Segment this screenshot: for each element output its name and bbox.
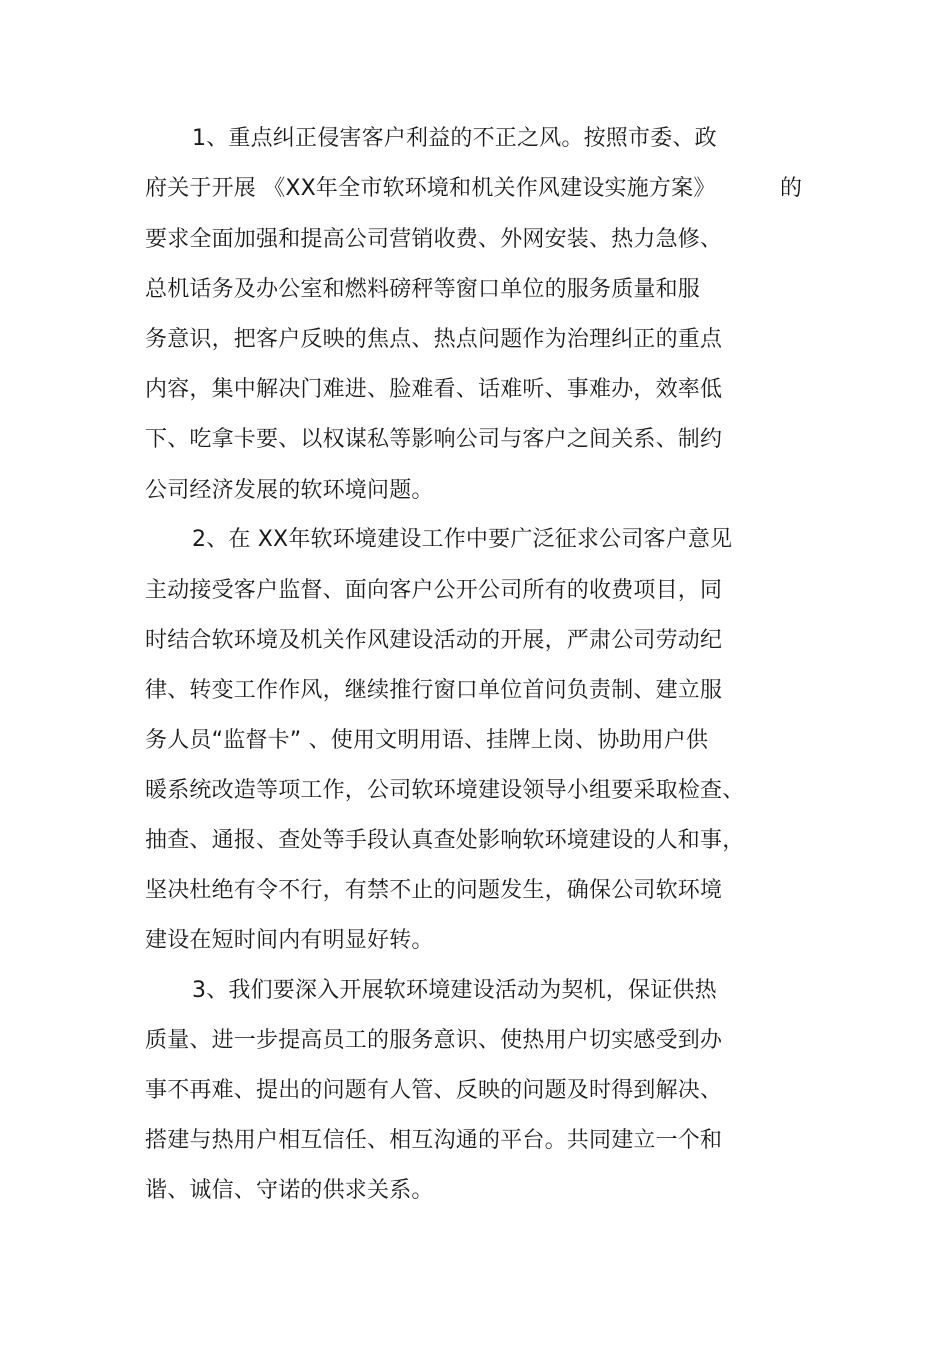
paragraph-1-line-1: 1、重点纠正侵害客户利益的不正之风。按照市委、政 — [192, 126, 717, 151]
paragraph-2-line-7: 抽查、通报、查处等手段认真查处影响软环境建设的人和事， — [145, 828, 745, 853]
paragraph-3-line-3: 事不再难、提出的问题有人管、反映的问题及时得到解决、 — [145, 1078, 723, 1103]
paragraph-3-line-2: 质量、进一步提高员工的服务意识、使热用户切实感受到办 — [145, 1028, 723, 1053]
paragraph-2-line-4: 律、转变工作作风，继续推行窗口单位首问负责制、建立服 — [145, 678, 723, 703]
paragraph-1-line-7: 下、吃拿卡要、以权谋私等影响公司与客户之间关系、制约 — [145, 427, 723, 452]
paragraph-2-line-3: 时结合软环境及机关作风建设活动的开展，严肃公司劳动纪 — [145, 628, 723, 653]
paragraph-1-line-5: 务意识，把客户反映的焦点、热点问题作为治理纠正的重点 — [145, 327, 723, 352]
paragraph-3-line-5: 谐、诚信、守诺的供求关系。 — [145, 1178, 434, 1203]
paragraph-2-line-6: 暖系统改造等项工作，公司软环境建设领导小组要采取检查、 — [145, 778, 745, 803]
paragraph-1-line-8: 公司经济发展的软环境问题。 — [145, 478, 434, 503]
paragraph-2-line-9: 建设在短时间内有明显好转。 — [145, 928, 434, 953]
paragraph-3-line-1: 3、我们要深入开展软环境建设活动为契机，保证供热 — [192, 978, 717, 1003]
paragraph-1-line-3: 要求全面加强和提高公司营销收费、外网安装、热力急修、 — [145, 227, 723, 252]
paragraph-3-line-4: 搭建与热用户相互信任、相互沟通的平台。共同建立一个和 — [145, 1128, 723, 1153]
paragraph-2-line-2: 主动接受客户监督、面向客户公开公司所有的收费项目，同 — [145, 578, 723, 603]
paragraph-1-line-2: 府关于开展 《XX年全市软环境和机关作风建设实施方案》 — [145, 176, 716, 201]
paragraph-1-line-4: 总机话务及办公室和燃料磅秤等窗口单位的服务质量和服 — [145, 277, 701, 302]
paragraph-1-line-6: 内容，集中解决门难进、脸难看、话难听、事难办，效率低 — [145, 377, 723, 402]
paragraph-2-line-1: 2、在 XX年软环境建设工作中要广泛征求公司客户意见 — [192, 527, 733, 552]
paragraph-1-line-2-tail: 的 — [780, 176, 803, 201]
paragraph-2-line-8: 坚决杜绝有令不行，有禁不止的问题发生，确保公司软环境 — [145, 878, 723, 903]
paragraph-2-line-5: 务人员“监督卡” 、使用文明用语、挂牌上岗、协助用户供 — [145, 728, 709, 753]
